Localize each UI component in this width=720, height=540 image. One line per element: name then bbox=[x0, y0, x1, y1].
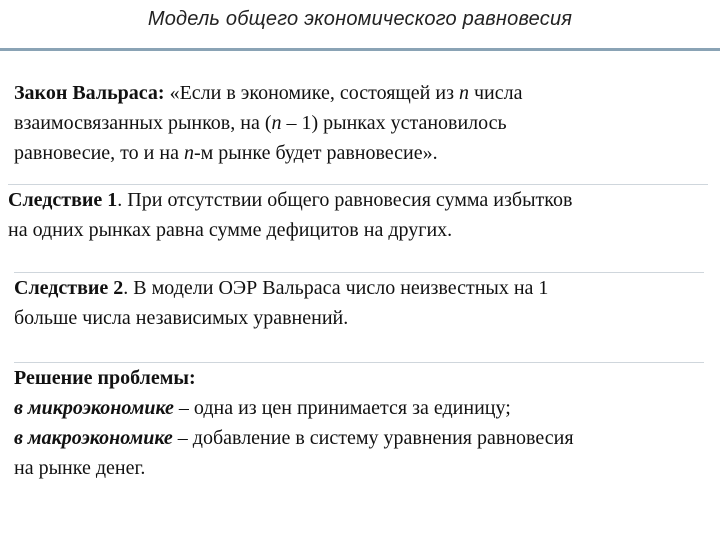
walras-line-3 bbox=[14, 138, 704, 168]
solution-heading: Решение проблемы: bbox=[14, 367, 196, 389]
walras-law-block bbox=[14, 78, 704, 168]
walras-text-1: «Если в экономике, состоящей из bbox=[164, 82, 459, 104]
solution-macro-line-2: на рынке денег. bbox=[14, 457, 146, 479]
solution-micro-line bbox=[14, 393, 704, 423]
corollary-2-heading: Следствие 2 bbox=[14, 277, 124, 299]
corollary-1-text: . При отсутствии общего равновесия сумма избытков bbox=[117, 189, 573, 211]
walras-text-2: взаимосвязанных рынков, на ( bbox=[14, 112, 272, 134]
walras-n-2: n bbox=[271, 112, 282, 134]
corollary-2-text: . В модели ОЭР Вальраса число неизвестных на 1 bbox=[123, 277, 549, 299]
macro-label: в макроэкономике bbox=[14, 427, 173, 449]
macro-text: – добавление в систему уравнения равновесия bbox=[172, 427, 574, 449]
corollary-1-line-1 bbox=[8, 185, 708, 215]
corollary-2-line-1 bbox=[14, 273, 704, 303]
micro-text: – одна из цен принимается за единицу; bbox=[173, 397, 511, 419]
walras-n-1: n bbox=[458, 82, 469, 104]
walras-line-1 bbox=[14, 78, 704, 108]
solution-macro-line bbox=[14, 423, 704, 453]
micro-label: в микроэкономике bbox=[14, 397, 174, 419]
title-divider bbox=[0, 48, 720, 51]
walras-text-3: равновесие, то и на bbox=[14, 142, 184, 164]
corollary-1-heading: Следствие 1 bbox=[8, 189, 118, 211]
corollary-1-line-2: на одних рынках равна сумме дефицитов на других. bbox=[8, 219, 453, 241]
page-title: Модель общего экономического равновесия bbox=[147, 8, 573, 30]
walras-text-1-end: числа bbox=[468, 82, 523, 104]
corollary-1-block bbox=[8, 184, 708, 245]
walras-text-2-end: – 1) рынках установилось bbox=[281, 112, 507, 134]
corollary-2-block bbox=[14, 272, 704, 333]
walras-heading: Закон Вальраса: bbox=[14, 82, 165, 104]
solution-block bbox=[14, 362, 704, 483]
walras-text-3-end: -м рынке будет равновесие». bbox=[193, 142, 438, 164]
walras-line-2 bbox=[14, 108, 704, 138]
corollary-2-line-2: больше числа независимых уравнений. bbox=[14, 307, 349, 329]
walras-n-3: n bbox=[183, 142, 194, 164]
